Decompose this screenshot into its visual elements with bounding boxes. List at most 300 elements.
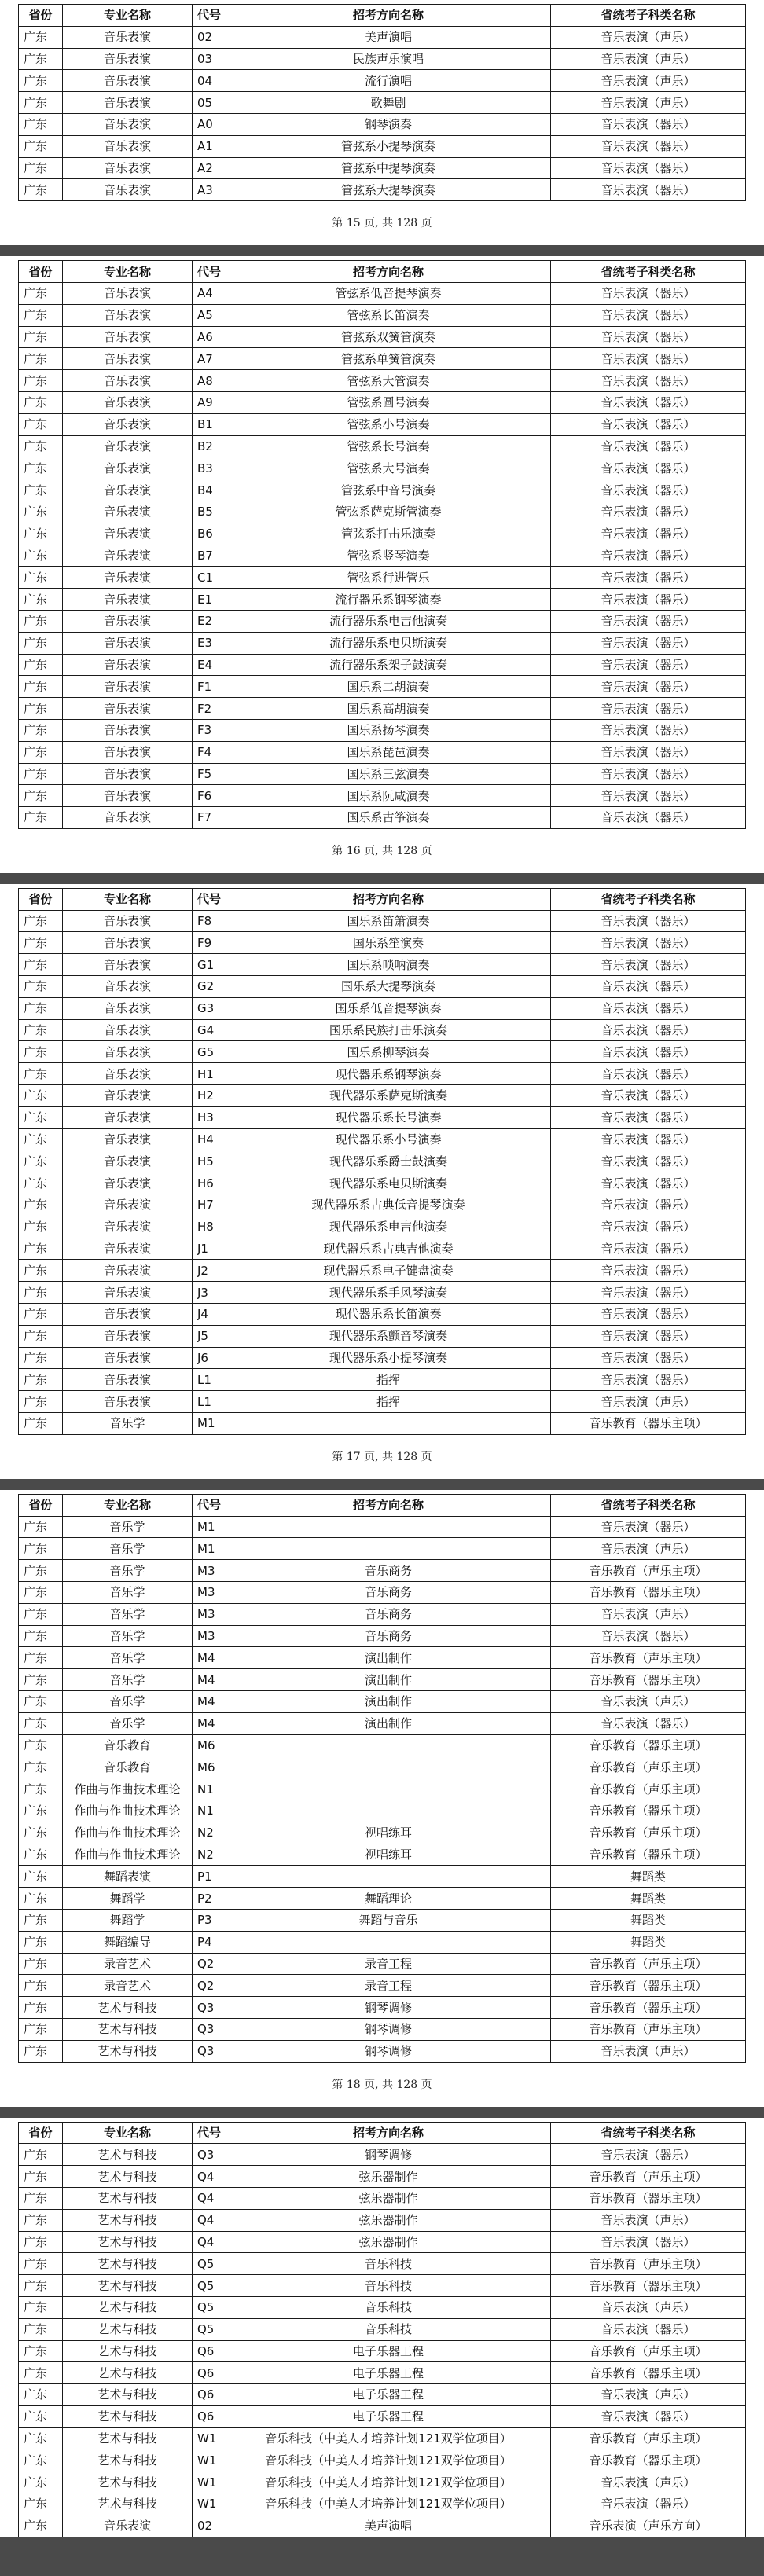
table-row <box>19 2253 746 2275</box>
cell-subcategory: 音乐教育（器乐主项） <box>551 1734 746 1756</box>
cell-code: Q3 <box>193 2018 226 2040</box>
table-row <box>19 2362 746 2384</box>
table-header-row <box>19 261 746 283</box>
cell-direction: 舞蹈理论 <box>226 1888 551 1910</box>
cell-major: 音乐表演 <box>63 1391 193 1413</box>
cell-code: E1 <box>193 589 226 611</box>
cell-subcategory: 音乐教育（器乐主项） <box>551 2275 746 2297</box>
cell-code: 04 <box>193 70 226 92</box>
cell-direction: 国乐系唢呐演奏 <box>226 954 551 976</box>
cell-subcategory: 音乐表演（声乐） <box>551 1690 746 1712</box>
cell-province: 广东 <box>19 1391 63 1413</box>
cell-province: 广东 <box>19 2253 63 2275</box>
cell-major: 音乐表演 <box>63 741 193 763</box>
cell-major: 音乐表演 <box>63 282 193 304</box>
cell-direction: 指挥 <box>226 1369 551 1391</box>
cell-province: 广东 <box>19 1756 63 1778</box>
table-row <box>19 676 746 698</box>
cell-code: Q5 <box>193 2296 226 2318</box>
cell-code: L1 <box>193 1369 226 1391</box>
cell-major: 音乐表演 <box>63 785 193 807</box>
cell-code: P3 <box>193 1909 226 1931</box>
cell-code: Q2 <box>193 1953 226 1975</box>
cell-direction: 指挥 <box>226 1391 551 1413</box>
cell-subcategory: 音乐教育（器乐主项） <box>551 1669 746 1691</box>
table-row <box>19 135 746 157</box>
cell-major: 音乐表演 <box>63 70 193 92</box>
table-row <box>19 1844 746 1866</box>
table-row <box>19 1931 746 1953</box>
cell-direction: 钢琴演奏 <box>226 113 551 135</box>
cell-province: 广东 <box>19 610 63 632</box>
cell-code: Q5 <box>193 2253 226 2275</box>
cell-subcategory: 音乐表演（器乐） <box>551 1260 746 1282</box>
cell-province: 广东 <box>19 2427 63 2449</box>
cell-code: F3 <box>193 719 226 741</box>
cell-direction <box>226 1538 551 1560</box>
page-separator <box>0 2107 764 2118</box>
cell-province: 广东 <box>19 501 63 523</box>
cell-direction: 管弦系单簧管演奏 <box>226 348 551 370</box>
cell-subcategory: 音乐表演（器乐） <box>551 1516 746 1538</box>
cell-province: 广东 <box>19 698 63 720</box>
cell-major: 音乐学 <box>63 1603 193 1625</box>
cell-direction <box>226 1931 551 1953</box>
cell-major: 作曲与作曲技术理论 <box>63 1844 193 1866</box>
header-code: 代号 <box>193 888 226 910</box>
cell-province: 广东 <box>19 1953 63 1975</box>
cell-subcategory: 音乐表演（器乐） <box>551 976 746 998</box>
cell-code: J2 <box>193 1260 226 1282</box>
header-direction: 招考方向名称 <box>226 261 551 283</box>
header-major: 专业名称 <box>63 888 193 910</box>
cell-direction: 现代器乐系电贝斯演奏 <box>226 1172 551 1194</box>
cell-direction: 音乐科技（中美人才培养计划121双学位项目） <box>226 2449 551 2471</box>
cell-code: N2 <box>193 1844 226 1866</box>
cell-code: P2 <box>193 1888 226 1910</box>
cell-direction: 流行演唱 <box>226 70 551 92</box>
cell-province: 广东 <box>19 1734 63 1756</box>
cell-direction: 音乐科技 <box>226 2275 551 2297</box>
cell-province: 广东 <box>19 1516 63 1538</box>
cell-major: 音乐表演 <box>63 135 193 157</box>
table-row <box>19 1063 746 1085</box>
cell-province: 广东 <box>19 997 63 1019</box>
table-row <box>19 457 746 479</box>
cell-subcategory: 音乐教育（声乐主项） <box>551 1953 746 1975</box>
cell-direction: 钢琴调修 <box>226 2018 551 2040</box>
cell-direction: 演出制作 <box>226 1647 551 1669</box>
cell-subcategory: 音乐表演（器乐） <box>551 1128 746 1150</box>
cell-direction: 美声演唱 <box>226 2515 551 2537</box>
header-subcategory: 省统考子科类名称 <box>551 261 746 283</box>
cell-code: B3 <box>193 457 226 479</box>
cell-code: H1 <box>193 1063 226 1085</box>
document-page <box>0 256 764 873</box>
cell-code: F5 <box>193 763 226 785</box>
cell-province: 广东 <box>19 2362 63 2384</box>
cell-code: F1 <box>193 676 226 698</box>
cell-subcategory: 音乐表演（器乐） <box>551 785 746 807</box>
cell-major: 音乐表演 <box>63 304 193 326</box>
cell-subcategory: 音乐表演（器乐） <box>551 1085 746 1107</box>
cell-province: 广东 <box>19 1063 63 1085</box>
cell-province: 广东 <box>19 457 63 479</box>
cell-code: G3 <box>193 997 226 1019</box>
cell-major: 艺术与科技 <box>63 2040 193 2062</box>
cell-province: 广东 <box>19 179 63 201</box>
cell-province: 广东 <box>19 1625 63 1647</box>
table-row <box>19 70 746 92</box>
cell-subcategory: 音乐表演（器乐） <box>551 523 746 545</box>
cell-code: M1 <box>193 1413 226 1435</box>
cell-major: 音乐表演 <box>63 1150 193 1172</box>
cell-direction: 音乐商务 <box>226 1603 551 1625</box>
cell-major: 艺术与科技 <box>63 2340 193 2362</box>
cell-direction: 管弦系小提琴演奏 <box>226 135 551 157</box>
cell-subcategory: 音乐教育（器乐主项） <box>551 1975 746 1997</box>
cell-province: 广东 <box>19 282 63 304</box>
cell-direction: 现代器乐系古典吉他演奏 <box>226 1238 551 1260</box>
header-province: 省份 <box>19 261 63 283</box>
cell-province: 广东 <box>19 741 63 763</box>
cell-subcategory: 音乐表演（器乐） <box>551 997 746 1019</box>
cell-code: C1 <box>193 567 226 589</box>
table-row <box>19 1538 746 1560</box>
cell-major: 音乐表演 <box>63 435 193 457</box>
cell-subcategory: 音乐表演（器乐） <box>551 479 746 501</box>
cell-code: M3 <box>193 1603 226 1625</box>
table-row <box>19 1282 746 1304</box>
cell-major: 艺术与科技 <box>63 2493 193 2515</box>
cell-direction: 国乐系笛箫演奏 <box>226 910 551 932</box>
cell-code: M6 <box>193 1756 226 1778</box>
cell-direction: 现代器乐系长笛演奏 <box>226 1304 551 1326</box>
cell-subcategory: 音乐教育（声乐主项） <box>551 1647 746 1669</box>
table-row <box>19 1625 746 1647</box>
cell-major: 作曲与作曲技术理论 <box>63 1778 193 1800</box>
cell-province: 广东 <box>19 1844 63 1866</box>
cell-province: 广东 <box>19 1106 63 1128</box>
cell-major: 艺术与科技 <box>63 2296 193 2318</box>
cell-code: W1 <box>193 2449 226 2471</box>
cell-major: 作曲与作曲技术理论 <box>63 1822 193 1844</box>
table-row <box>19 2493 746 2515</box>
cell-major: 音乐表演 <box>63 997 193 1019</box>
cell-subcategory: 音乐表演（器乐） <box>551 1041 746 1063</box>
table-row <box>19 1647 746 1669</box>
cell-major: 音乐表演 <box>63 326 193 348</box>
cell-code: B2 <box>193 435 226 457</box>
cell-direction: 音乐科技（中美人才培养计划121双学位项目） <box>226 2427 551 2449</box>
cell-subcategory: 音乐表演（器乐） <box>551 2318 746 2340</box>
cell-subcategory: 音乐教育（声乐主项） <box>551 2166 746 2188</box>
cell-code: A4 <box>193 282 226 304</box>
cell-major: 音乐表演 <box>63 654 193 676</box>
cell-province: 广东 <box>19 1216 63 1238</box>
cell-direction: 国乐系阮咸演奏 <box>226 785 551 807</box>
table-row <box>19 1106 746 1128</box>
cell-major: 录音艺术 <box>63 1953 193 1975</box>
table-row <box>19 1194 746 1216</box>
cell-code: Q4 <box>193 2166 226 2188</box>
cell-subcategory: 音乐表演（声乐） <box>551 2384 746 2406</box>
table-row <box>19 1603 746 1625</box>
cell-subcategory: 音乐表演（器乐） <box>551 413 746 435</box>
table-row <box>19 479 746 501</box>
table-row <box>19 1516 746 1538</box>
cell-subcategory: 音乐表演（器乐） <box>551 113 746 135</box>
cell-province: 广东 <box>19 1304 63 1326</box>
table-row <box>19 654 746 676</box>
cell-subcategory: 音乐表演（声乐） <box>551 48 746 70</box>
cell-subcategory: 音乐表演（声乐方向） <box>551 2515 746 2537</box>
table-row <box>19 2296 746 2318</box>
cell-direction: 管弦系双簧管演奏 <box>226 326 551 348</box>
page-separator <box>0 1479 764 1490</box>
table-row <box>19 1391 746 1413</box>
cell-subcategory: 音乐表演（器乐） <box>551 1282 746 1304</box>
cell-major: 艺术与科技 <box>63 1997 193 2019</box>
cell-major: 音乐表演 <box>63 179 193 201</box>
cell-province: 广东 <box>19 1128 63 1150</box>
cell-code: H4 <box>193 1128 226 1150</box>
cell-subcategory: 音乐表演（器乐） <box>551 1216 746 1238</box>
header-subcategory: 省统考子科类名称 <box>551 2122 746 2144</box>
table-row <box>19 2144 746 2166</box>
cell-code: B1 <box>193 413 226 435</box>
cell-direction: 管弦系低音提琴演奏 <box>226 282 551 304</box>
cell-province: 广东 <box>19 391 63 413</box>
cell-major: 音乐学 <box>63 1582 193 1604</box>
cell-code: 05 <box>193 92 226 114</box>
cell-code: N1 <box>193 1800 226 1822</box>
cell-major: 艺术与科技 <box>63 2405 193 2427</box>
cell-code: M3 <box>193 1582 226 1604</box>
cell-province: 广东 <box>19 1997 63 2019</box>
cell-code: J5 <box>193 1325 226 1347</box>
cell-major: 音乐表演 <box>63 1063 193 1085</box>
header-province: 省份 <box>19 2122 63 2144</box>
table-row <box>19 2209 746 2231</box>
table-row <box>19 1238 746 1260</box>
cell-province: 广东 <box>19 1282 63 1304</box>
cell-direction: 电子乐器工程 <box>226 2362 551 2384</box>
cell-major: 音乐表演 <box>63 1282 193 1304</box>
cell-province: 广东 <box>19 1369 63 1391</box>
cell-code: E4 <box>193 654 226 676</box>
cell-code: W1 <box>193 2493 226 2515</box>
cell-subcategory: 音乐表演（器乐） <box>551 1150 746 1172</box>
cell-direction <box>226 1413 551 1435</box>
cell-code: J4 <box>193 1304 226 1326</box>
cell-direction: 管弦系大号演奏 <box>226 457 551 479</box>
cell-direction: 流行器乐系钢琴演奏 <box>226 589 551 611</box>
table-row <box>19 954 746 976</box>
cell-subcategory: 音乐教育（声乐主项） <box>551 2340 746 2362</box>
table-row <box>19 523 746 545</box>
cell-province: 广东 <box>19 1603 63 1625</box>
table-row <box>19 545 746 567</box>
cell-province: 广东 <box>19 48 63 70</box>
cell-major: 音乐表演 <box>63 1041 193 1063</box>
cell-major: 舞蹈编导 <box>63 1931 193 1953</box>
cell-subcategory: 舞蹈类 <box>551 1931 746 1953</box>
cell-subcategory: 音乐教育（声乐主项） <box>551 1822 746 1844</box>
table-row <box>19 1216 746 1238</box>
table-row <box>19 1734 746 1756</box>
cell-code: 02 <box>193 2515 226 2537</box>
cell-code: G4 <box>193 1019 226 1041</box>
cell-code: P1 <box>193 1866 226 1888</box>
cell-subcategory: 音乐表演（器乐） <box>551 2405 746 2427</box>
table-row <box>19 304 746 326</box>
cell-code: Q6 <box>193 2340 226 2362</box>
cell-major: 音乐表演 <box>63 92 193 114</box>
cell-code: H6 <box>193 1172 226 1194</box>
table-row <box>19 932 746 954</box>
document-page <box>0 884 764 1479</box>
cell-province: 广东 <box>19 1172 63 1194</box>
cell-direction: 国乐系古筝演奏 <box>226 807 551 829</box>
cell-direction: 国乐系笙演奏 <box>226 932 551 954</box>
cell-direction: 流行器乐系架子鼓演奏 <box>226 654 551 676</box>
cell-direction: 音乐科技 <box>226 2296 551 2318</box>
table-row <box>19 1712 746 1734</box>
cell-subcategory: 音乐表演（器乐） <box>551 676 746 698</box>
cell-major: 音乐学 <box>63 1538 193 1560</box>
cell-code: Q3 <box>193 1997 226 2019</box>
cell-major: 音乐表演 <box>63 2515 193 2537</box>
cell-major: 音乐表演 <box>63 910 193 932</box>
table-row <box>19 1690 746 1712</box>
cell-code: F4 <box>193 741 226 763</box>
cell-subcategory: 音乐表演（声乐） <box>551 70 746 92</box>
cell-direction: 录音工程 <box>226 1953 551 1975</box>
cell-code: A9 <box>193 391 226 413</box>
table-row <box>19 1822 746 1844</box>
cell-major: 音乐表演 <box>63 589 193 611</box>
cell-direction: 音乐科技 <box>226 2253 551 2275</box>
cell-major: 作曲与作曲技术理论 <box>63 1800 193 1822</box>
cell-code: J6 <box>193 1347 226 1369</box>
cell-major: 音乐学 <box>63 1625 193 1647</box>
cell-code: H2 <box>193 1085 226 1107</box>
cell-province: 广东 <box>19 1712 63 1734</box>
cell-subcategory: 音乐表演（器乐） <box>551 1325 746 1347</box>
cell-major: 音乐表演 <box>63 157 193 179</box>
cell-province: 广东 <box>19 1019 63 1041</box>
cell-province: 广东 <box>19 348 63 370</box>
cell-direction: 管弦系圆号演奏 <box>226 391 551 413</box>
cell-province: 广东 <box>19 1041 63 1063</box>
table-row <box>19 1560 746 1582</box>
cell-code: E3 <box>193 632 226 654</box>
cell-direction <box>226 1516 551 1538</box>
table-row <box>19 910 746 932</box>
cell-major: 艺术与科技 <box>63 2231 193 2253</box>
cell-code: Q3 <box>193 2144 226 2166</box>
cell-subcategory: 舞蹈类 <box>551 1888 746 1910</box>
cell-major: 音乐表演 <box>63 413 193 435</box>
page-separator <box>0 245 764 256</box>
cell-code: F2 <box>193 698 226 720</box>
cell-major: 音乐表演 <box>63 1194 193 1216</box>
cell-direction: 管弦系大提琴演奏 <box>226 179 551 201</box>
cell-province: 广东 <box>19 523 63 545</box>
cell-major: 艺术与科技 <box>63 2318 193 2340</box>
cell-direction: 演出制作 <box>226 1669 551 1691</box>
cell-major: 音乐表演 <box>63 1106 193 1128</box>
cell-province: 广东 <box>19 1888 63 1910</box>
cell-subcategory: 音乐表演（器乐） <box>551 932 746 954</box>
cell-major: 音乐表演 <box>63 1304 193 1326</box>
cell-province: 广东 <box>19 2144 63 2166</box>
table-row <box>19 348 746 370</box>
cell-province: 广东 <box>19 807 63 829</box>
cell-province: 广东 <box>19 1150 63 1172</box>
cell-code: A5 <box>193 304 226 326</box>
cell-major: 音乐表演 <box>63 632 193 654</box>
cell-province: 广东 <box>19 1822 63 1844</box>
cell-direction: 民族声乐演唱 <box>226 48 551 70</box>
table-header-row <box>19 1494 746 1516</box>
header-major: 专业名称 <box>63 2122 193 2144</box>
cell-province: 广东 <box>19 326 63 348</box>
header-code: 代号 <box>193 261 226 283</box>
cell-direction: 音乐科技（中美人才培养计划121双学位项目） <box>226 2471 551 2493</box>
cell-major: 艺术与科技 <box>63 2144 193 2166</box>
cell-subcategory: 音乐教育（器乐主项） <box>551 1413 746 1435</box>
table-row <box>19 2515 746 2537</box>
cell-subcategory: 音乐表演（器乐） <box>551 763 746 785</box>
cell-code: A0 <box>193 113 226 135</box>
cell-subcategory: 音乐表演（声乐） <box>551 92 746 114</box>
cell-major: 艺术与科技 <box>63 2384 193 2406</box>
cell-code: M1 <box>193 1538 226 1560</box>
table-row <box>19 2187 746 2209</box>
cell-direction: 电子乐器工程 <box>226 2340 551 2362</box>
cell-subcategory: 音乐表演（器乐） <box>551 1625 746 1647</box>
document-page <box>0 0 764 245</box>
header-direction: 招考方向名称 <box>226 1494 551 1516</box>
cell-code: F8 <box>193 910 226 932</box>
cell-province: 广东 <box>19 479 63 501</box>
cell-code: Q2 <box>193 1975 226 1997</box>
cell-subcategory: 音乐表演（器乐） <box>551 2144 746 2166</box>
table-row <box>19 113 746 135</box>
table-row <box>19 1172 746 1194</box>
header-major: 专业名称 <box>63 1494 193 1516</box>
cell-province: 广东 <box>19 1582 63 1604</box>
cell-province: 广东 <box>19 1325 63 1347</box>
cell-direction: 现代器乐系小号演奏 <box>226 1128 551 1150</box>
cell-province: 广东 <box>19 1778 63 1800</box>
cell-major: 音乐表演 <box>63 698 193 720</box>
cell-subcategory: 音乐表演（器乐） <box>551 610 746 632</box>
table-row <box>19 698 746 720</box>
cell-province: 广东 <box>19 1238 63 1260</box>
cell-subcategory: 音乐表演（声乐） <box>551 1603 746 1625</box>
cell-code: M3 <box>193 1625 226 1647</box>
table-row <box>19 589 746 611</box>
cell-province: 广东 <box>19 1347 63 1369</box>
cell-subcategory: 音乐表演（器乐） <box>551 589 746 611</box>
cell-province: 广东 <box>19 2515 63 2537</box>
table-row <box>19 1150 746 1172</box>
cell-code: G2 <box>193 976 226 998</box>
table-row <box>19 1041 746 1063</box>
